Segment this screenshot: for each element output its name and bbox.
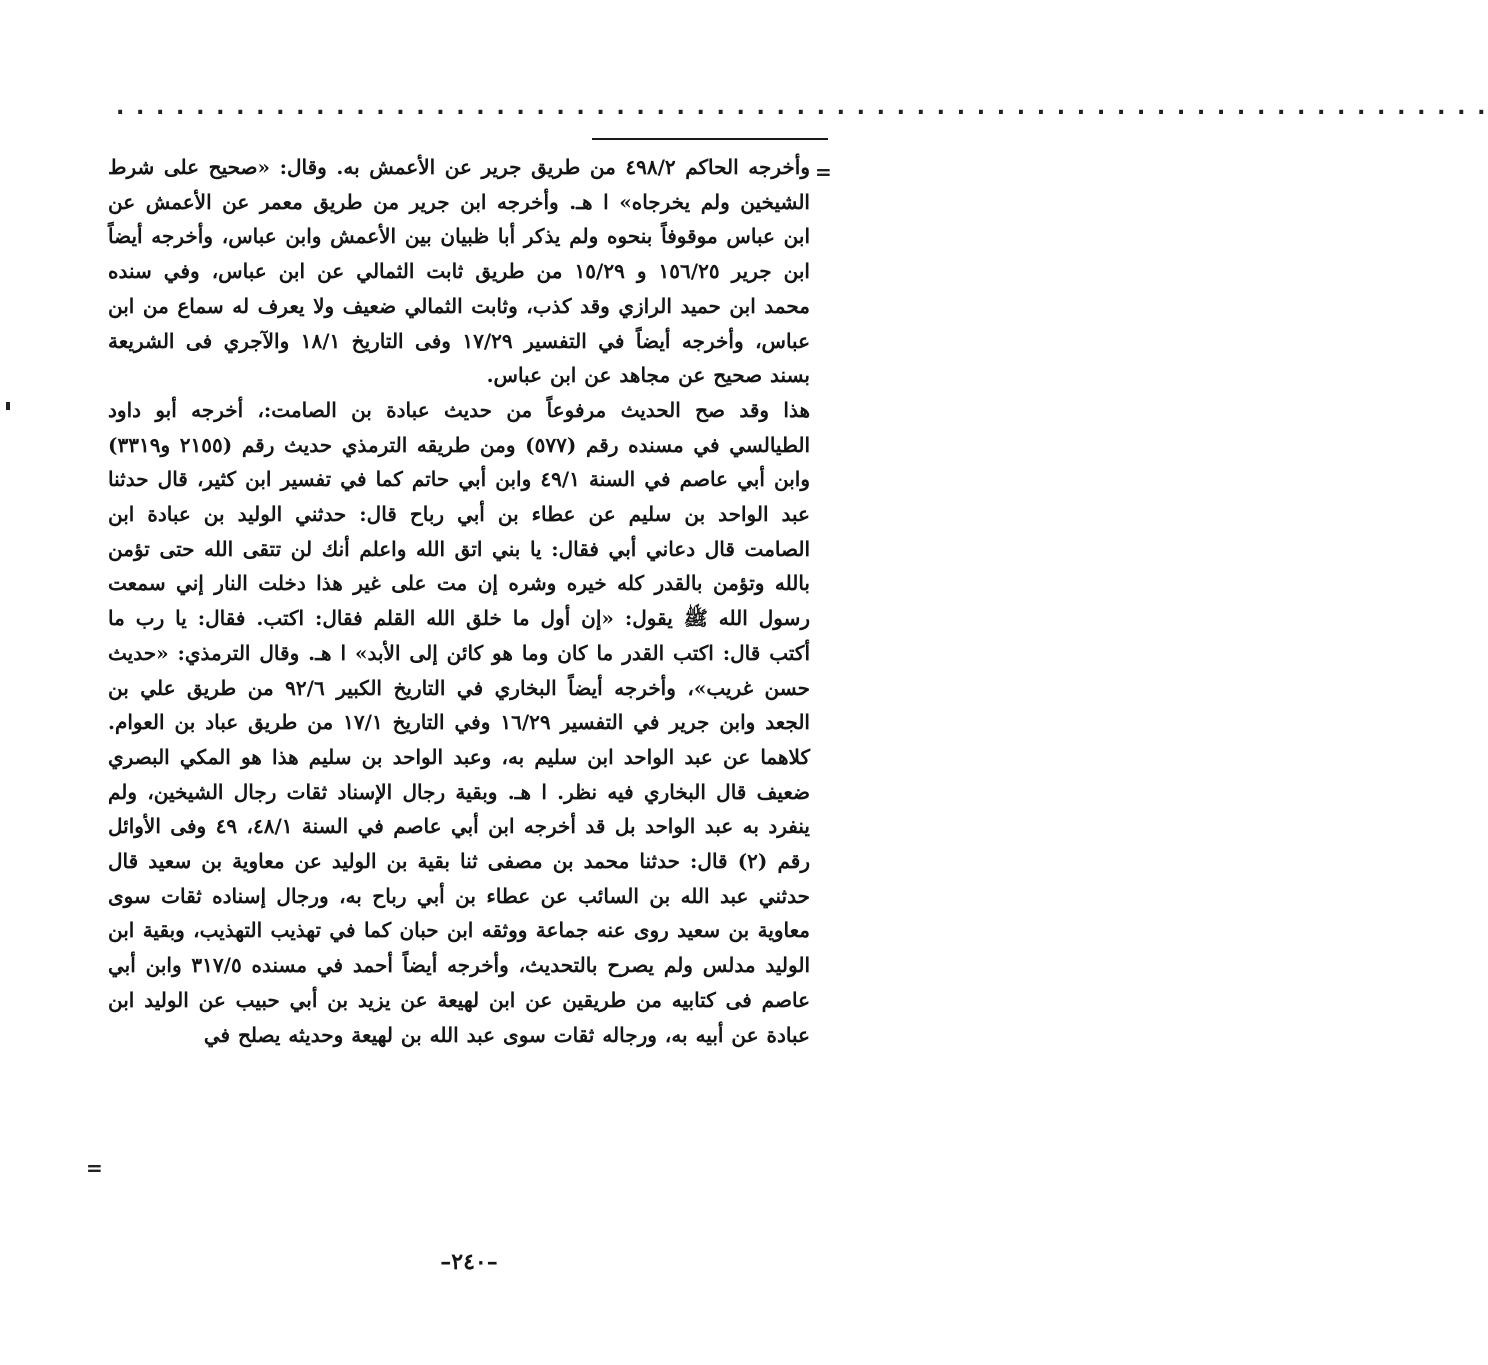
continuation-mark-bottom: = — [86, 1156, 103, 1180]
footnote-paragraph-2: هذا وقد صح الحديث مرفوعاً من حديث عبادة بن الصامت:، أخرجه أبو داود الطيالسي في مسنده رقم (٥٧٧) ومن طريقه الترمذي حديث رقم (٢١٥٥ و٣٣١٩) وابن أبي عاصم في السنة ٤٩/١ وابن أبي حاتم كما في تفسير ابن كثير، قال حدثنا عبد الواحد بن سليم عن عطاء بن أبي رباح قال: حدثني الوليد بن عبادة ابن الصامت قال دعاني أبي فقال: يا بني اتق الله واعلم أنك لن تتقى الله حتى تؤمن بالله وتؤمن بالقدر كله خيره وشره إن مت على غير هذا دخلت النار إني سمعت رسول الله ﷺ يقول: «إن أول ما خلق الله القلم فقال: اكتب. فقال: يا رب ما أكتب قال: اكتب القدر ما كان وما هو كائن إلى الأبد» ا هـ. وقال الترمذي: «حديث حسن غريب»، وأخرجه أيضاً البخاري في التاريخ الكبير ٩٢/٦ من طريق علي بن الجعد وابن جرير في التفسير ١٦/٢٩ وفي التاريخ ١٧/١ من طريق عباد بن العوام. كلاهما عن عبد الواحد ابن سليم به، وعبد الواحد بن سليم هذا هو المكي البصري ضعيف قال البخاري فيه نظر. ا هـ. وبقية رجال الإسناد ثقات رجال الشيخين، ولم ينفرد به عبد الواحد بل قد أخرجه ابن أبي عاصم في السنة ٤٨/١، ٤٩ وفى الأوائل رقم (٢) قال: حدثنا محمد بن مصفى ثنا بقية بن الوليد عن معاوية بن سعيد قال حدثني عبد الله بن السائب عن عطاء بن أبي رباح به، ورجال إسناده ثقات سوى معاوية بن سعيد روى عنه جماعة ووثقه ابن حبان كما في تهذيب التهذيب، وبقية ابن الوليد مدلس ولم يصرح بالتحديث، وأخرجه أيضاً أحمد في مسنده ٣١٧/٥ وابن أبي عاصم فى كتابيه من طريقين عن ابن لهيعة عن يزيد بن أبي حبيب عن الوليد ابن عبادة عن أبيه به، ورجاله ثقات سوى عبد الله بن لهيعة وحديثه يصلح في — [108, 397, 811, 1047]
footnote-body — [108, 150, 810, 1190]
header-dotted-separator: . . . . . . . . . . . . . . . . . . . . . . . . . . . . . . . . . . . . . . . . . . . . . . . . . . . . . . . . . . . . . . . . . . . . . — [116, 95, 1488, 120]
continuation-mark-top: = — [815, 160, 832, 184]
footnote-rule — [592, 138, 828, 140]
page-number: –٢٤٠– — [440, 1249, 498, 1275]
footnote-paragraph-1: وأخرجه الحاكم ٤٩٨/٢ من طريق جرير عن الأعمش به. وقال: «صحيح على شرط الشيخين ولم يخرجاه» ا هـ. وأخرجه ابن جرير من طريق معمر عن الأعمش عن ابن عباس موقوفاً بنحوه ولم يذكر أبا ظبيان بين الأعمش وابن عباس، وأخرجه أيضاً ابن جرير ١٥٦/٢٥ و ١٥/٢٩ من طريق ثابت الثمالي عن ابن عباس، وفي سنده محمد ابن حميد الرازي وقد كذب، وثابت الثمالي ضعيف ولا يعرف له سماع من ابن عباس، وأخرجه أيضاً في التفسير ١٧/٢٩ وفى التاريخ ١٨/١ والآجري فى الشريعة بسند صحيح عن مجاهد عن ابن عباس. — [108, 155, 811, 388]
margin-mark — [6, 402, 10, 410]
